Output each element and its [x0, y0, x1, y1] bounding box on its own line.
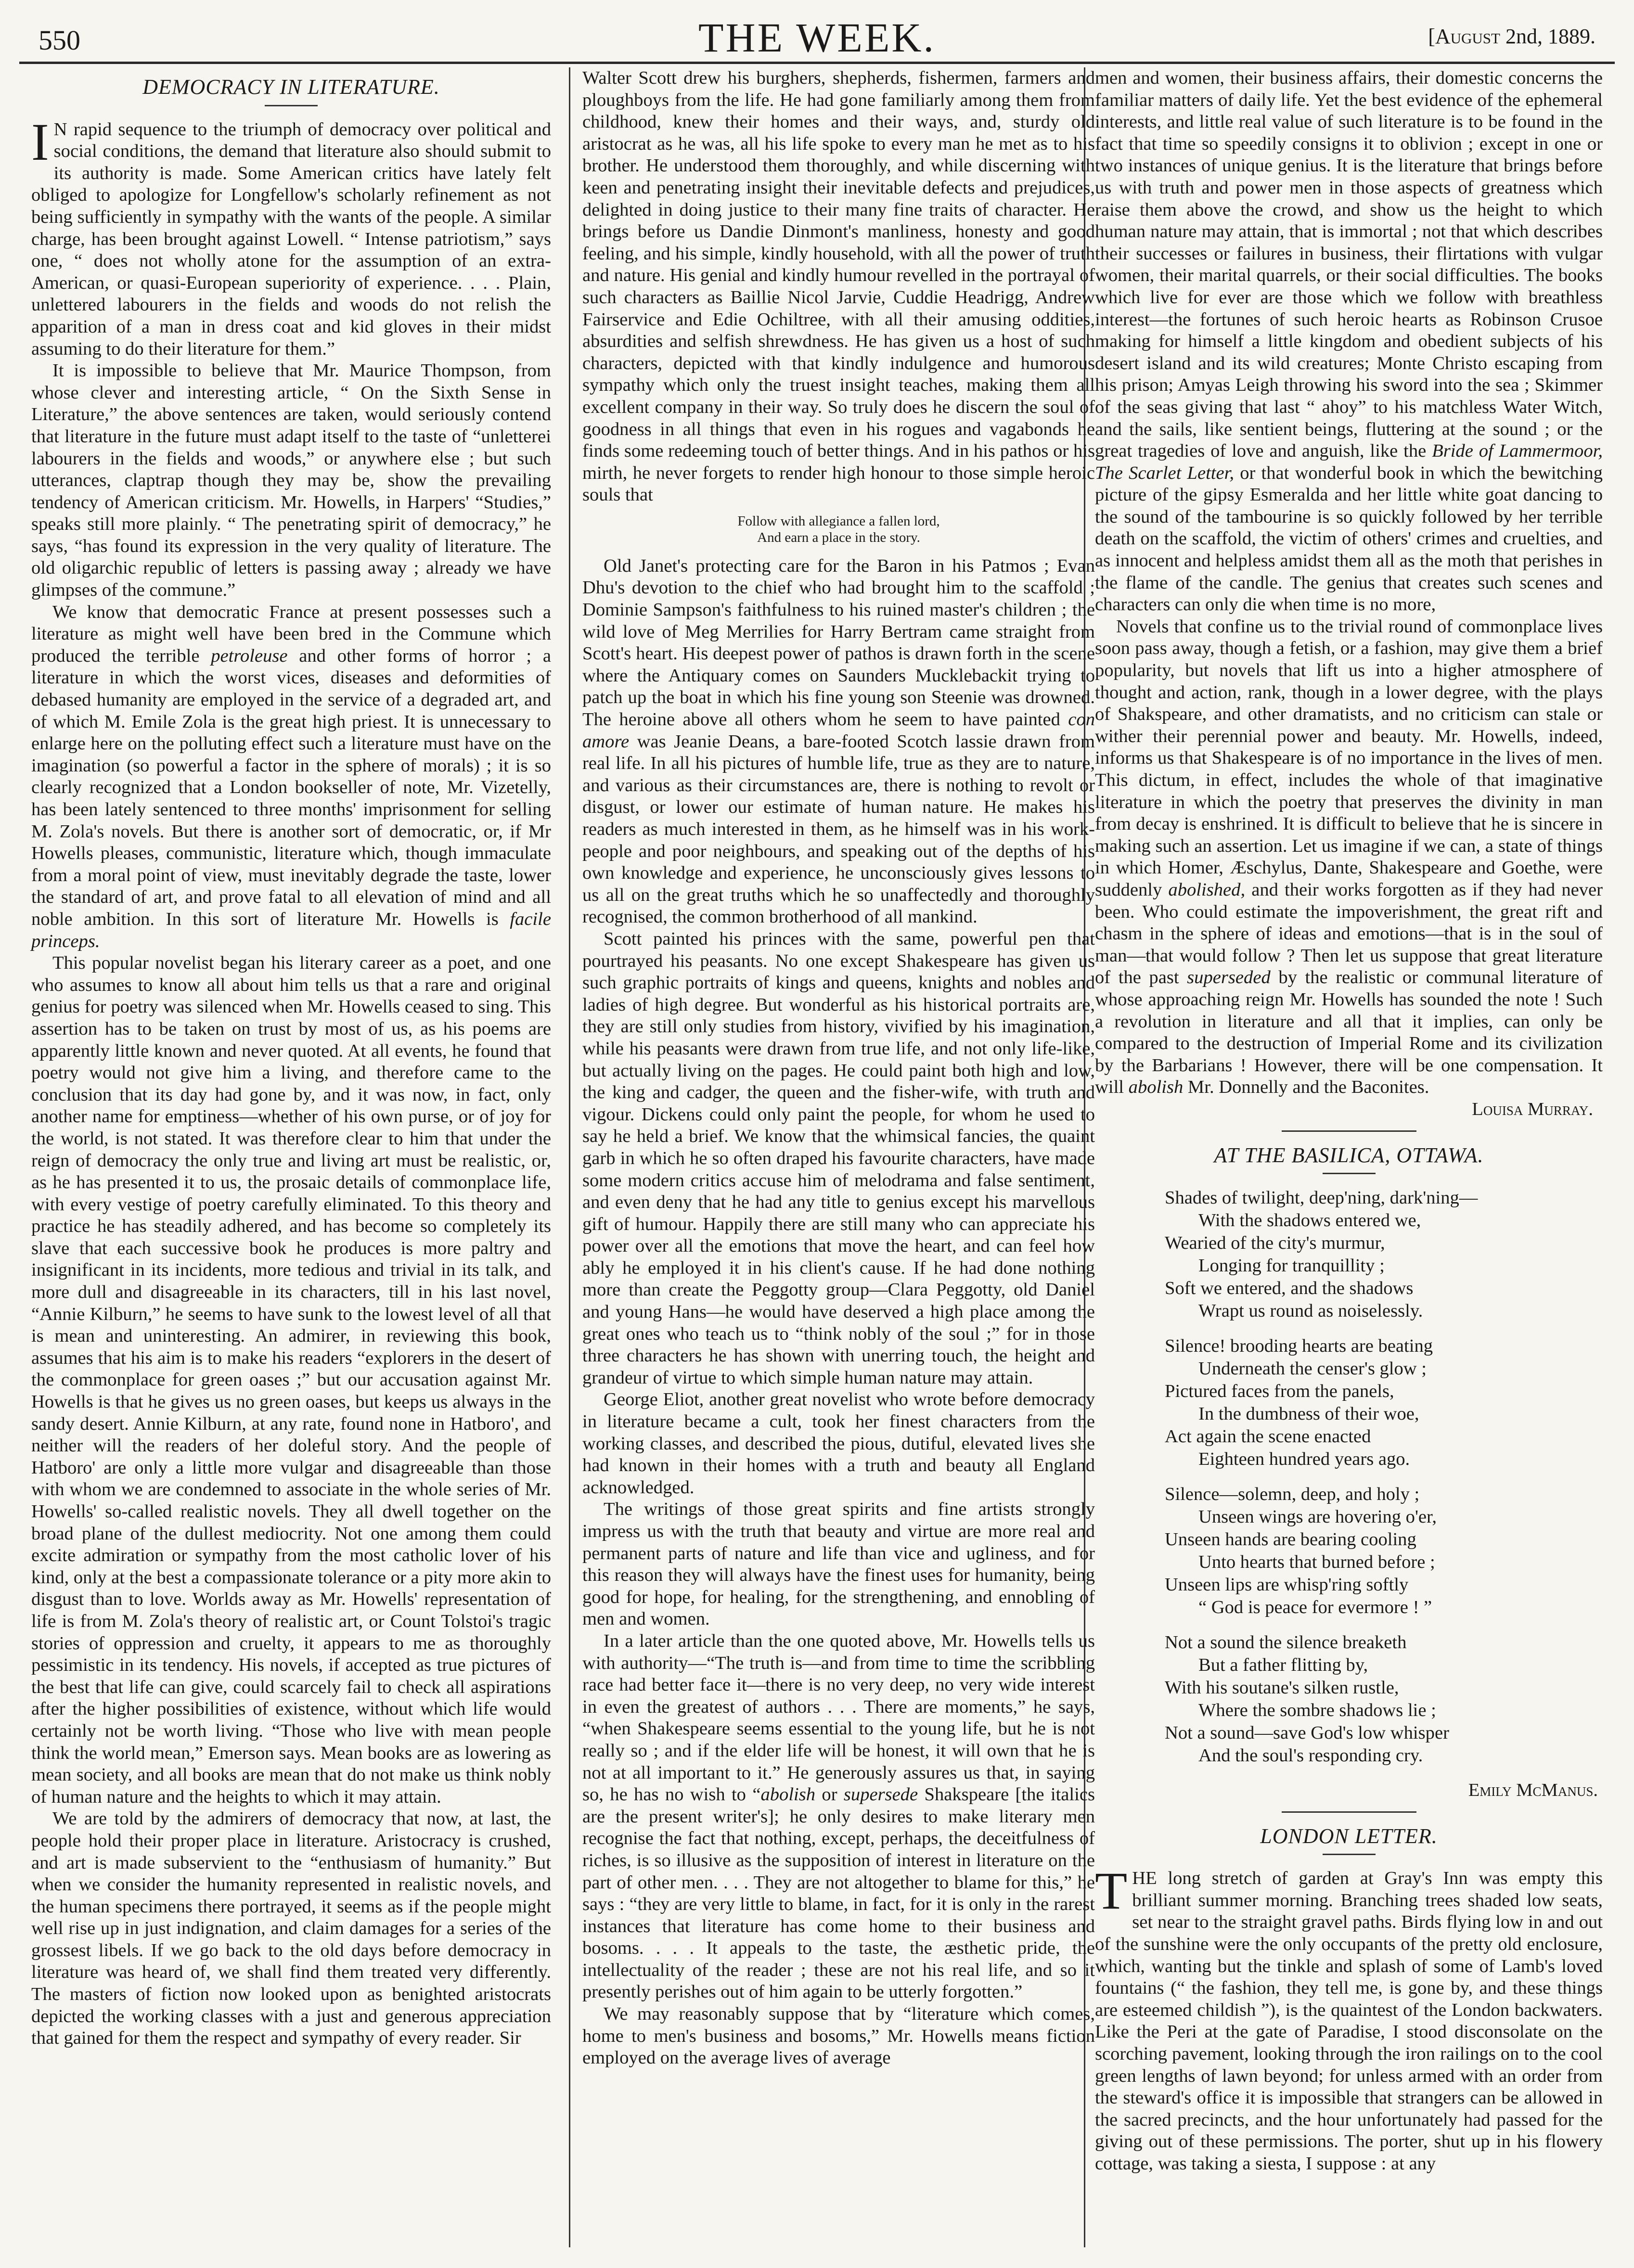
- paragraph: THE long stretch of garden at Gray's Inn was empty this brilliant summer morning. Branching trees shaded low seats, set near to the straight gravel paths. Birds flying low in and out of the sunshine were the only occupants of the pretty old enclosure, which, wanting but the tinkle and splash of some of Lamb's loved fountains (“ the fashion, they tell me, is gone by, and these things are esteemed childish ”), is the quaintest of the London backwaters. Like the Peri at the gate of Paradise, I stood disconsolate on the scorching pavement, looking through the iron railings on to the cool green lengths of lawn beyond; for unless armed with an order from the steward's office it is impossible that strangers can be allowed in the sacred precincts, and the hour unfortunately had passed for the giving out of these permissions. The porter, shut up in his flowery cottage, was taking a siesta, I suppose : at any: [1095, 1861, 1603, 2174]
- paragraph: It is impossible to believe that Mr. Maurice Thompson, from whose clever and interesting article, “ On the Sixth Sense in Literature,” the above sentences are taken, would seriously contend that literature in the future must adapt itself to the taste of “unletterei labourers in the fields and woods,” or anywhere else ; but such utterances, claptrap though they may be, show the prevailing tendency of American criticism. Mr. Howells, in Harpers' “Studies,” speaks still more plainly. “ The penetrating spirit of democracy,” he says, “has found its expression in the very quality of literature. The old oligarchic republic of letters is passing away ; already we have glimpses of the commune.”: [31, 360, 551, 601]
- page-header: [19, 8, 1615, 64]
- quoted-verse: Follow with allegiance a fallen lord, And earn a place in the story.: [737, 513, 940, 545]
- page-number: 550: [39, 25, 80, 56]
- poem-stanza: Silence! brooding hearts are beating Underneath the censer's glow ; Pictured faces from the panels, In the dumbness of their woe, Act again the scene enacted Eighteen hundred years ago.: [1165, 1336, 1433, 1470]
- issue-date: [August 2nd, 1889.: [1428, 25, 1595, 48]
- paragraph: Scott painted his princes with the same, powerful pen that pourtrayed his peasants. No one except Shakespeare has given us such graphic portraits of kings and queens, knights and nobles and ladies of high degree. But wonderful as his historical portraits are, they are still only studies from history, vivified by his imagination, while his peasants were drawn from true life, and not only life-like, but actually living on the pages. He could paint both high and low, the king and cadger, the queen and the fisher-wife, with truth and vigour. Dickens could only paint the people, for whom he used to say he held a brief. We know that the whimsical fancies, the quaint garb in which he so often draped his favourite characters, have made some modern critics accuse him of melodrama and false sentiment, and even deny that he had any title to genius except his marvellous gift of humour. Happily there are still many who can appreciate his power over all the emotions that move the heart, and can feel how ably he employed it in his client's cause. If he had done nothing more than create the Peggotty group—Clara Peggotty, old Daniel and young Hans—he would have deserved a high place among the great ones who teach us to “think nobly of the soul ;” for in those three characters he has shown with unerring touch, the height and grandeur of virtue to which simple human nature may attain.: [582, 928, 1095, 1388]
- paragraph: men and women, their business affairs, their domestic concerns the familiar matters of daily life. Yet the best evidence of the ephemeral interests, and little real value of such literature is to be found in the fact that time so speedily consigns it to oblivion ; except in one or two instances of unique genius. It is the literature that brings before us with truth and power men in those aspects of greatness which raise them above the crowd, and show us the height to which human nature may attain, that is immortal ; not that which describes their successes or failures in business, their flirtations with vulgar women, their marital quarrels, or their social difficulties. The books which live for ever are those which we follow with breathless interest—the fortunes of such heroic hearts as Robinson Crusoe making for himself a little kingdom and obedient subjects of his desert island and its wild creatures; Monte Christo escaping from his prison; Amyas Leigh throwing his sword into the sea ; Skimmer of the seas giving that last “ ahoy” to his matchless Water Witch, and the sails, like sentient beings, fluttering at the sound ; or the great tragedies of love and anguish, like the Bride of Lammermoor, The Scarlet Letter, or that wonderful book in which the bewitching picture of the gipsy Esmeralda and her little white goat dancing to the sound of the tambourine is so quickly followed by her terrible death on the scaffold, the victim of others' crimes and cruelties, and as innocent and helpless amidst them all as the moth that perishes in the flame of the candle. The genius that creates such scenes and characters can only die when time is no more,: [1095, 68, 1603, 615]
- drop-cap: I: [31, 112, 49, 171]
- poem-stanza: Shades of twilight, deep'ning, dark'ning— With the shadows entered we, Wearied of the city's murmur, Longing for tranquillity ; Soft we entered, and the shadows Wrapt us round as noiselessly.: [1165, 1188, 1478, 1321]
- column-3: [1095, 67, 1603, 2175]
- article-title-democracy: DEMOCRACY IN LITERATURE.: [142, 75, 440, 99]
- poem-signature: Emily McManus.: [1468, 1780, 1598, 1801]
- column-1: [31, 67, 551, 2050]
- paragraph: Old Janet's protecting care for the Baron in his Patmos ; Evan Dhu's devotion to the chief who had brought him to the scaffold ; Dominie Sampson's faithfulness to his ruined master's children ; the wild love of Meg Merrilies for Harry Bertram came straight from Scott's heart. His deepest power of pathos is drawn forth in the scene where the Antiquary comes on Saunders Mucklebackit trying to patch up the boat in which his fine young son Steenie was drowned. The heroine above all others whom he seem to have painted con amore was Jeanie Deans, a bare-footed Scotch lassie drawn from real life. In all his pictures of humble life, true as they are to nature, and various as their circumstances are, there is nothing to revolt or disgust, or lower our estimate of human nature. He makes his readers as much interested in them, as he himself was in his work-people and poor neighbours, and speaking out of the depths of his own knowledge and experience, he unconsciously gives lessons to us all on the great truths which he so unaffectedly and thoroughly recognised, the common brotherhood of all mankind.: [582, 555, 1095, 927]
- paragraph: We may reasonably suppose that by “literature which comes, home to men's business and bosoms,” Mr. Howells means fiction employed on the average lives of average: [582, 2004, 1095, 2068]
- paragraph: We are told by the admirers of democracy that now, at last, the people hold their proper place in literature. Aristocracy is crushed, and art is made subservient to the “enthusiasm of humanity.” But when we consider the humanity represented in realistic novels, and the human specimens there portrayed, it seems as if the people might well rise up in just indignation, and claim damages for a series of the grossest libels. If we go back to the old days before democracy in literature was heard of, we shall find them treated very differently. The masters of fiction now looked upon as benighted aristocrats depicted the working classes with a just and generous appreciation that gained for them the respect and sympathy of every reader. Sir: [31, 1808, 551, 2049]
- paragraph: The writings of those great spirits and fine artists strongly impress us with the truth that beauty and virtue are more real and permanent parts of nature and life than vice and ugliness, and for this reason they will always have the finest uses for humanity, being good for hope, for healing, for the strengthening, and ennobling of men and women.: [582, 1499, 1095, 1629]
- poem-body: [1165, 1187, 1603, 1767]
- drop-cap: T: [1095, 1861, 1128, 1921]
- london-letter-title: LONDON LETTER.: [1260, 1824, 1438, 1848]
- poem-stanza: Silence—solemn, deep, and holy ; Unseen wings are hovering o'er, Unseen hands are bearing cooling Unto hearts that burned before ; Unseen lips are whisp'ring softly “ God is peace for evermore ! ”: [1165, 1484, 1437, 1618]
- column-rule-1: [569, 67, 570, 2247]
- poem-stanza: Not a sound the silence breaketh But a father flitting by, With his soutane's silken rustle, Where the sombre shadows lie ; Not a sound—save God's low whisper And the soul's responding cry.: [1165, 1632, 1449, 1766]
- paragraph: This popular novelist began his literary career as a poet, and one who assumes to know all about him tells us that a rare and original genius for poetry was silenced when Mr. Howells ceased to sing. This assertion has to be taken on trust by most of us, as his poems are apparently little known and never quoted. At all events, he found that poetry would not give him a living, and therefore came to the conclusion that its day had gone by, and it was now, in fact, only another name for emptiness—whether of his own purse, or of joy for the world, is not stated. It was therefore clear to him that under the reign of democracy the only true and living art must be realistic, or, as he has presented it to us, the prosaic details of commonplace life, with every vestige of poetry carefully eliminated. To this theory and practice he has steadily adhered, and has become so completely its slave that each successive book he produces is more paltry and insignificant in its incidents, more tedious and trivial in its talk, and more dull and disagreeable in its characters, till in his last novel, “Annie Kilburn,” he seems to have sunk to the lowest level of all that is mean and uninteresting. An admirer, in reviewing this book, assumes that his aim is to make his readers “explorers in the desert of the commonplace for green oases ;” but our accusation against Mr. Howells is that he gives us no green oases, but keeps us always in the sandy desert. Annie Kilburn, at any rate, found none in Hatboro', and neither will the readers of her doleful story. And the people of Hatboro' are only a little more vulgar and disagreeable than those with whom we are condemned to associate in the whole series of Mr. Howells' so-called realistic novels. They all dwell together on the broad plane of the dullest mediocrity. Not one among them could excite admiration or sympathy from the most catholic lover of his kind, only at the best a compassionate tolerance or a pity more akin to disgust than to love. Worlds away as Mr. Howells' representation of life is from M. Zola's theory of realistic art, or Count Tolstoi's tragic stories of oppression and cruelty, it appears to me as thoroughly pessimistic in its tendency. His novels, if accepted as true pictures of the best that life can give, could scarcely fail to check all aspirations after the higher possibilities of existence, without which life would certainly not be worth living. “Those who live with mean people think the world mean,” Emerson says. Mean books are as lowering as mean society, and all books are mean that do not make us think nobly of human nature and the heights to which it may attain.: [31, 953, 551, 1807]
- poem-title: AT THE BASILICA, OTTAWA.: [1214, 1143, 1484, 1167]
- section-separator: [1282, 1811, 1416, 1813]
- masthead: THE WEEK.: [698, 14, 936, 61]
- title-divider: [1323, 1854, 1376, 1855]
- column-2: [582, 67, 1095, 2069]
- section-separator: [1282, 1130, 1416, 1132]
- paragraph: I N rapid sequence to the triumph of democracy over political and social conditions, the demand that literature also should submit to its authority is made. Some American critics have lately felt obliged to apologize for Longfellow's scholarly refinement as not being sufficiently in sympathy with the wants of the people. A similar charge, has been brought against Lowell. “ Intense patriotism,” says one, “ does not wholly atone for the assumption of an extra-American, or quasi-European superiority of experience. . . . Plain, unlettered labourers in the fields and woods do not relish the apparition of a man in dress coat and kid gloves in their midst assuming to do their literature for them.”: [31, 112, 551, 359]
- title-divider: [265, 105, 318, 106]
- paragraph: In a later article than the one quoted above, Mr. Howells tells us with authority—“The truth is—and from time to time the scribbling race had better face it—there is no very deep, no very wide interest in even the greatest of authors . . . There are moments,” he says, “when Shakespeare seems essential to the young life, but he is not really so ; and if the elder life will be honest, it will own that he is not at all important to it.” He generously assures us that, in saying so, he has no wish to “abolish or supersede Shakspeare [the italics are the present writer's]; he only desires to make literary men recognise the fact that nothing, except, perhaps, the deceitfulness of riches, is so illusive as the supposition of interest in literature on the part of other men. . . . They are not altogether to blame for this,” he says : “they are very little to blame, in fact, for it is only in the rarest instances that literature has come home to their business and bosoms. . . . It appeals to the taste, the æsthetic pride, the intellectuality of the reader ; these are not his real life, and so it presently perishes out of him again to be utterly forgotten.”: [582, 1630, 1095, 2002]
- article-signature: Louisa Murray.: [1472, 1099, 1593, 1119]
- paragraph: Novels that confine us to the trivial round of commonplace lives soon pass away, though a fetish, or a fashion, may give them a brief popularity, but novels that lift us into a higher atmosphere of thought and action, rank, though in a lower degree, with the plays of Shakspeare, and other dramatists, and no criticism can stale or wither their perennial power and beauty. Mr. Howells, indeed, informs us that Shakespeare is of no importance in the lives of men. This dictum, in effect, includes the whole of that imaginative literature in which the poetry that preserves the divinity in man from decay is enshrined. It is difficult to believe that he is sincere in making such an assertion. Let us imagine if we can, a state of things in which Homer, Æschylus, Dante, Shakespeare and Goethe, were suddenly abolished, and their works forgotten as if they had never been. Who could estimate the impoverishment, the great rift and chasm in the sphere of ideas and emotions—that is in the soul of man—that would follow ? Then let us suppose that great literature of the past superseded by the realistic or communal literature of whose approaching reign Mr. Howells has sounded the note ! Such a revolution in literature and all that it implies, can only be compared to the destruction of Imperial Rome and its civilization by the Barbarians ! However, there will be one compensation. It will abolish Mr. Donnelly and the Baconites.: [1095, 616, 1603, 1098]
- paragraph: We know that democratic France at present possesses such a literature as might well have been bred in the Commune which produced the terrible petroleuse and other forms of horror ; a literature in which the worst vices, diseases and deformities of debased humanity are employed in the service of a degraded art, and of which M. Emile Zola is the great high priest. It is unnecessary to enlarge here on the polluting effect such a literature must have on the imagination (so powerful a factor in the sphere of morals) ; it is so clearly recognized that a London bookseller of note, Mr. Vizetelly, has been lately sentenced to three months' imprisonment for selling M. Zola's novels. But there is another sort of democratic, or, if Mr Howells pleases, communistic, literature which, though immaculate from a moral point of view, must inevitably degrade the taste, lower the standard of art, and prove fatal to all elevation of mind and all noble ambition. In this sort of literature Mr. Howells is facile princeps.: [31, 602, 551, 951]
- title-divider: [1323, 1173, 1376, 1174]
- paragraph: Walter Scott drew his burghers, shepherds, fishermen, farmers and ploughboys from the life. He had gone familiarly among them from childhood, knew their homes and their ways, and, sturdy old aristocrat as he was, all his life spoke to every man he met as to his brother. He understood them thoroughly, and while discerning with keen and penetrating insight their inevitable defects and prejudices, delighted in doing justice to their many fine traits of character. He brings before us Dandie Dinmont's manliness, honesty and good feeling, and his simple, kindly household, with all the power of truth and nature. His genial and kindly humour revelled in the portrayal of such characters as Baillie Nicol Jarvie, Cuddie Headrigg, Andrew Fairservice and Edie Ochiltree, with all their amusing oddities, absurdities and selfish shrewdness. He has given us a host of such characters, depicted with that kindly indulgence and humorous sympathy which only the truest insight teaches, making them all excellent company in their way. So truly does he discern the soul of goodness in all things that even in his rogues and vagabonds he finds some redeeming touch of better things. And in his pathos or his mirth, he never forgets to render high honour to those simple heroic souls that: [582, 68, 1095, 505]
- paragraph: George Eliot, another great novelist who wrote before democracy in literature became a cult, took her finest characters from the working classes, and described the pious, dutiful, elevated lives she had known in their homes with a truth and beauty all England acknowledged.: [582, 1389, 1095, 1498]
